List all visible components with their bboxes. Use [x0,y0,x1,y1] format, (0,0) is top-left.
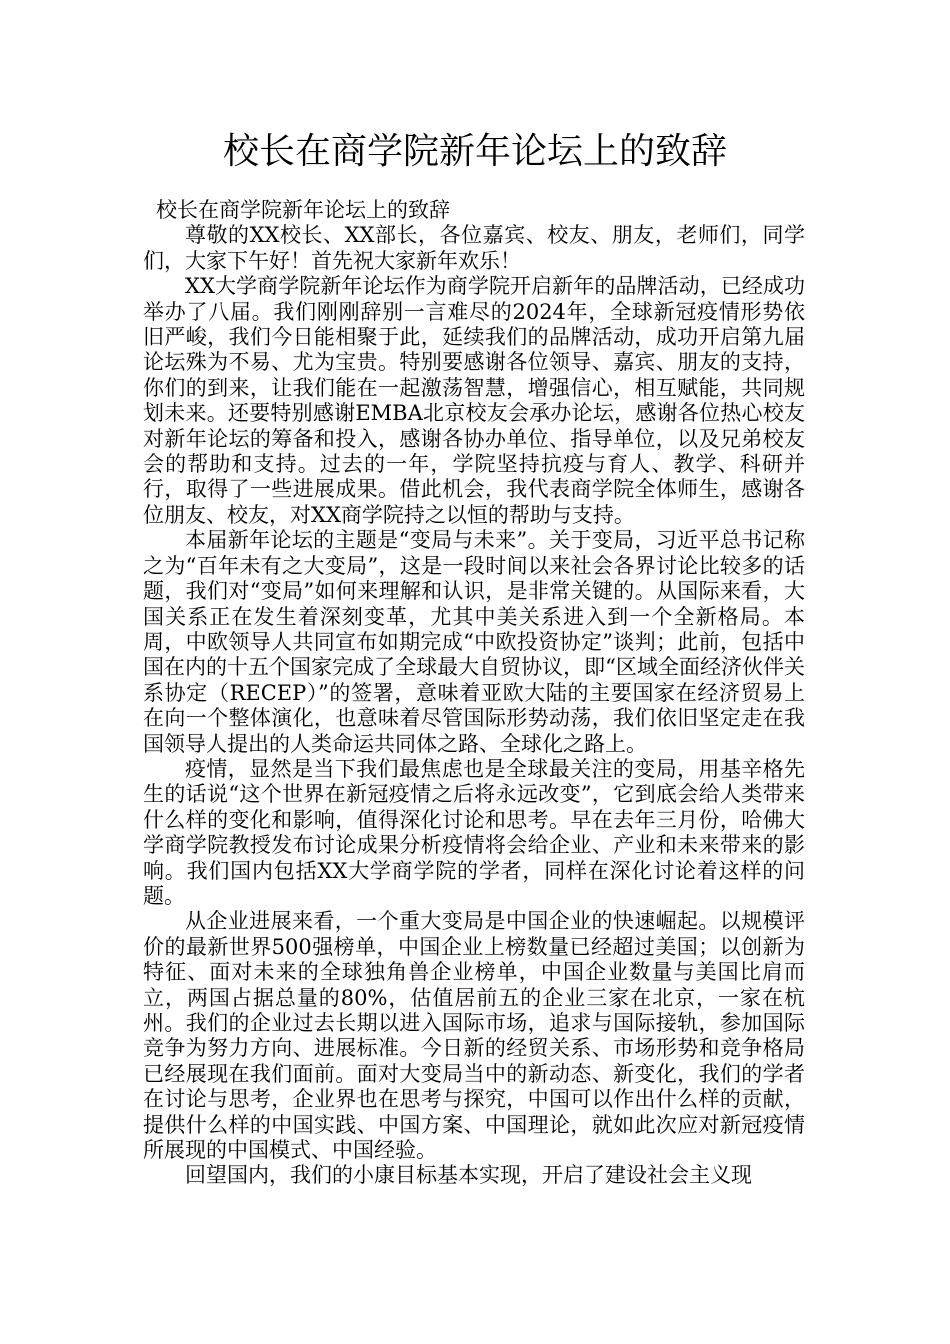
document-title: 校长在商学院新年论坛上的致辞 [222,131,727,172]
paragraph-forum-intro: XX大学商学院新年论坛作为商学院开启新年的品牌活动，已经成功举办了八届。我们刚刚辞别一言难尽的2024年，全球新冠疫情形势依旧严峻，我们今日能相聚于此，延续我们的品牌活动，成功开启第九届论坛殊为不易、尤为宝贵。特别要感谢各位领导、嘉宾、朋友的支持，你们的到来，让我们能在一起激荡智慧，增强信心，相互赋能，共同规划未来。还要特别感谢EMBA北京校友会承办论坛，感谢各位热心校友对新年论坛的筹备和投入，感谢各协办单位、指导单位，以及兄弟校友会的帮助和支持。过去的一年，学院坚持抗疫与育人、教学、科研并行，取得了一些进展成果。借此机会，我代表商学院全体师生，感谢各位朋友、校友，对XX商学院持之以恒的帮助与支持。 [143,274,805,527]
paragraph-theme: 本届新年论坛的主题是“变局与未来”。关于变局，习近平总书记称之为“百年未有之大变局”，这是一段时间以来社会各界讨论比较多的话题，我们对“变局”如何来理解和认识，是非常关键的。从国际来看，大国关系正在发生着深刻变革，尤其中美关系进入到一个全新格局。本周，中欧领导人共同宣布如期完成“中欧投资协定”谈判；此前，包括中国在内的十五个国家完成了全球最大自贸协议，即“区域全面经济伙伴关系协定（RECEP）”的签署，意味着亚欧大陆的主要国家在经济贸易上在向一个整体演化，也意味着尽管国际形势动荡，我们依旧坚定走在我国领导人提出的人类命运共同体之路、全球化之路上。 [143,528,805,756]
paragraph-enterprise: 从企业进展来看，一个重大变局是中国企业的快速崛起。以规模评价的最新世界500强榜单，中国企业上榜数量已经超过美国；以创新为特征、面对未来的全球独角兽企业榜单，中国企业数量与美国比肩而立，两国占据总量的80%，估值居前五的企业三家在北京，一家在杭州。我们的企业过去长期以进入国际市场，追求与国际接轨，参加国际竞争为努力方向、进展标准。今日新的经贸关系、市场形势和竞争格局已经展现在我们面前。面对大变局当中的新动态、新变化，我们的学者在讨论与思考，企业界也在思考与探究，中国可以作出什么样的贡献，提供什么样的中国实践、中国方案、中国理论，就如此次应对新冠疫情所展现的中国模式、中国经验。 [143,909,805,1163]
paragraph-domestic: 回望国内，我们的小康目标基本实现，开启了建设社会主义现 [185,1163,752,1188]
document-subtitle: 校长在商学院新年论坛上的致辞 [156,198,450,222]
paragraph-greeting: 尊敬的XX校长、XX部长，各位嘉宾、校友、朋友，老师们，同学们，大家下午好！首先祝大家新年欢乐！ [143,223,805,273]
document-body [143,198,805,1189]
paragraph-pandemic: 疫情，显然是当下我们最焦虑也是全球最关注的变局，用基辛格先生的话说“这个世界在新冠疫情之后将永远改变”，它到底会给人类带来什么样的变化和影响，值得深化讨论和思考。早在去年三月份，哈佛大学商学院教授发布讨论成果分析疫情将会给企业、产业和未来带来的影响。我们国内包括XX大学商学院的学者，同样在深化讨论着这样的问题。 [143,756,805,908]
